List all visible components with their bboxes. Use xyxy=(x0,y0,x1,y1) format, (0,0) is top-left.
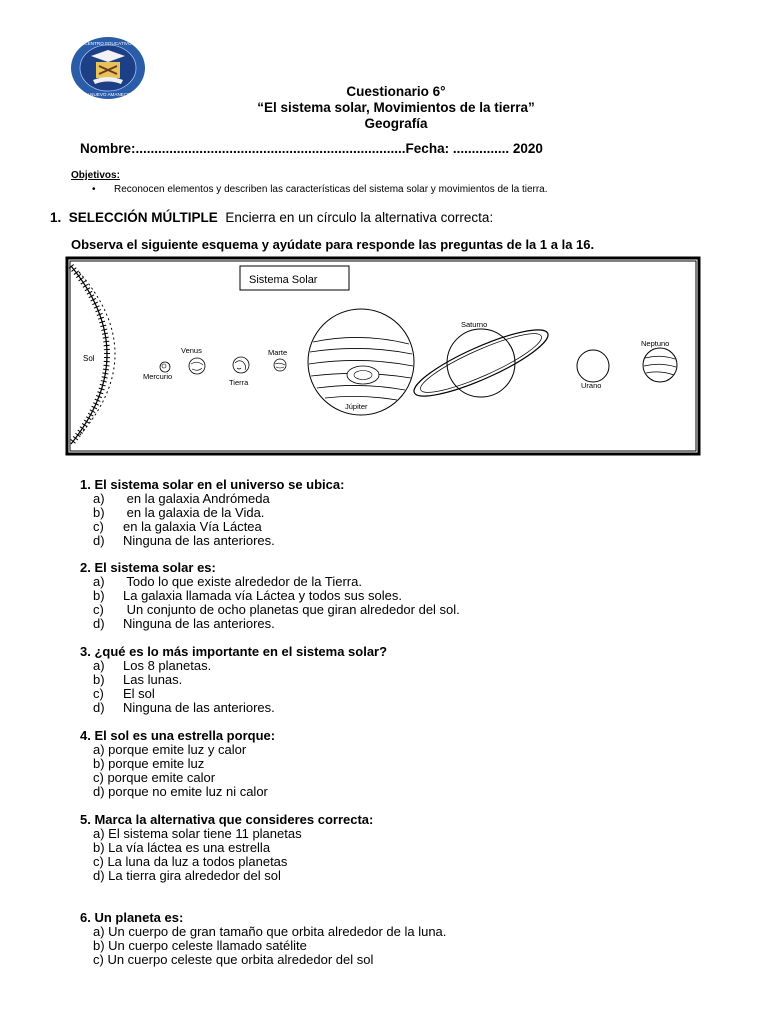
document-subtitle: “El sistema solar, Movimientos de la tierra” xyxy=(257,100,535,115)
option-c[interactable]: c) Un cuerpo celeste que orbita alrededor del sol xyxy=(93,952,374,967)
observe-instruction: Observa el siguiente esquema y ayúdate para responde las preguntas de la 1 a la 16. xyxy=(71,237,595,252)
section-title: SELECCIÓN MÚLTIPLE xyxy=(68,210,218,225)
section-heading xyxy=(50,210,493,225)
sun-label: Sol xyxy=(83,354,95,363)
option-a[interactable]: a) El sistema solar tiene 11 planetas xyxy=(93,826,302,841)
option-a[interactable]: a) Los 8 planetas. xyxy=(93,658,212,673)
question-3 xyxy=(80,645,387,715)
mars-label: Marte xyxy=(268,348,288,357)
neptune-shape xyxy=(643,348,677,382)
question-title: 6. Un planeta es: xyxy=(80,910,184,925)
option-b[interactable]: b) porque emite luz xyxy=(93,756,205,771)
option-b[interactable]: b) La vía láctea es una estrella xyxy=(93,840,271,855)
jupiter-label: Júpiter xyxy=(345,402,368,411)
objective-text: Reconocen elementos y describen las características del sistema solar y movimientos de la tierra. xyxy=(114,184,548,195)
saturn-label: Saturno xyxy=(461,320,488,329)
option-b[interactable]: b) Las lunas. xyxy=(93,672,183,687)
section-number: 1. xyxy=(50,210,62,225)
svg-text:EN NUEVO AMANECER: EN NUEVO AMANECER xyxy=(82,92,134,97)
section-instruction: Encierra en un círculo la alternativa correcta: xyxy=(225,210,494,225)
question-5 xyxy=(80,813,373,883)
question-title: 5. Marca la alternativa que consideres correcta: xyxy=(80,812,374,827)
question-title: 3. ¿qué es lo más importante en el sistema solar? xyxy=(80,644,388,659)
option-d[interactable]: d) Ninguna de las anteriores. xyxy=(93,533,275,548)
question-1 xyxy=(80,478,344,548)
option-d[interactable]: d) Ninguna de las anteriores. xyxy=(93,700,275,715)
uranus-label: Urano xyxy=(581,381,602,390)
solar-system-diagram xyxy=(63,254,703,458)
option-c[interactable]: c) El sol xyxy=(93,686,155,701)
svg-text:CENTRO EDUCATIVO: CENTRO EDUCATIVO xyxy=(84,41,132,46)
diagram-title: Sistema Solar xyxy=(249,274,318,286)
option-a[interactable]: a) porque emite luz y calor xyxy=(93,742,247,757)
question-6 xyxy=(80,911,446,967)
mercury-label: Mercurio xyxy=(143,372,173,381)
bullet-icon: • xyxy=(92,184,96,195)
document-title: Cuestionario 6° xyxy=(346,84,446,99)
option-b[interactable]: b) La galaxia llamada vía Láctea y todos sus soles. xyxy=(93,588,402,603)
neptune-label: Neptuno xyxy=(641,339,670,348)
question-title: 2. El sistema solar es: xyxy=(80,560,216,575)
objective-item xyxy=(92,184,548,195)
option-c[interactable]: c) porque emite calor xyxy=(93,770,216,785)
option-c[interactable]: c) La luna da luz a todos planetas xyxy=(93,854,288,869)
name-date-line: Nombre:........................................................................Fecha: ............... 2020 xyxy=(80,141,543,156)
option-c[interactable]: c) en la galaxia Vía Láctea xyxy=(93,519,262,534)
question-title: 1. El sistema solar en el universo se ubica: xyxy=(80,477,345,492)
option-a[interactable]: a) Todo lo que existe alrededor de la Tierra. xyxy=(93,574,362,589)
question-4 xyxy=(80,729,275,799)
question-2 xyxy=(80,561,460,631)
option-a[interactable]: a) Un cuerpo de gran tamaño que orbita alrededor de la luna. xyxy=(93,924,447,939)
document-subject: Geografía xyxy=(364,116,428,131)
jupiter-shape xyxy=(308,309,414,415)
objectives-label: Objetivos: xyxy=(71,170,120,181)
venus-label: Venus xyxy=(181,346,202,355)
question-title: 4. El sol es una estrella porque: xyxy=(80,728,276,743)
earth-label: Tierra xyxy=(229,378,249,387)
option-d[interactable]: d) La tierra gira alrededor del sol xyxy=(93,868,281,883)
option-a[interactable]: a) en la galaxia Andrómeda xyxy=(93,491,270,506)
option-c[interactable]: c) Un conjunto de ocho planetas que giran alrededor del sol. xyxy=(93,602,460,617)
option-d[interactable]: d) Ninguna de las anteriores. xyxy=(93,616,275,631)
option-b[interactable]: b) Un cuerpo celeste llamado satélite xyxy=(93,938,307,953)
option-b[interactable]: b) en la galaxia de la Vida. xyxy=(93,505,265,520)
option-d[interactable]: d) porque no emite luz ni calor xyxy=(93,784,268,799)
